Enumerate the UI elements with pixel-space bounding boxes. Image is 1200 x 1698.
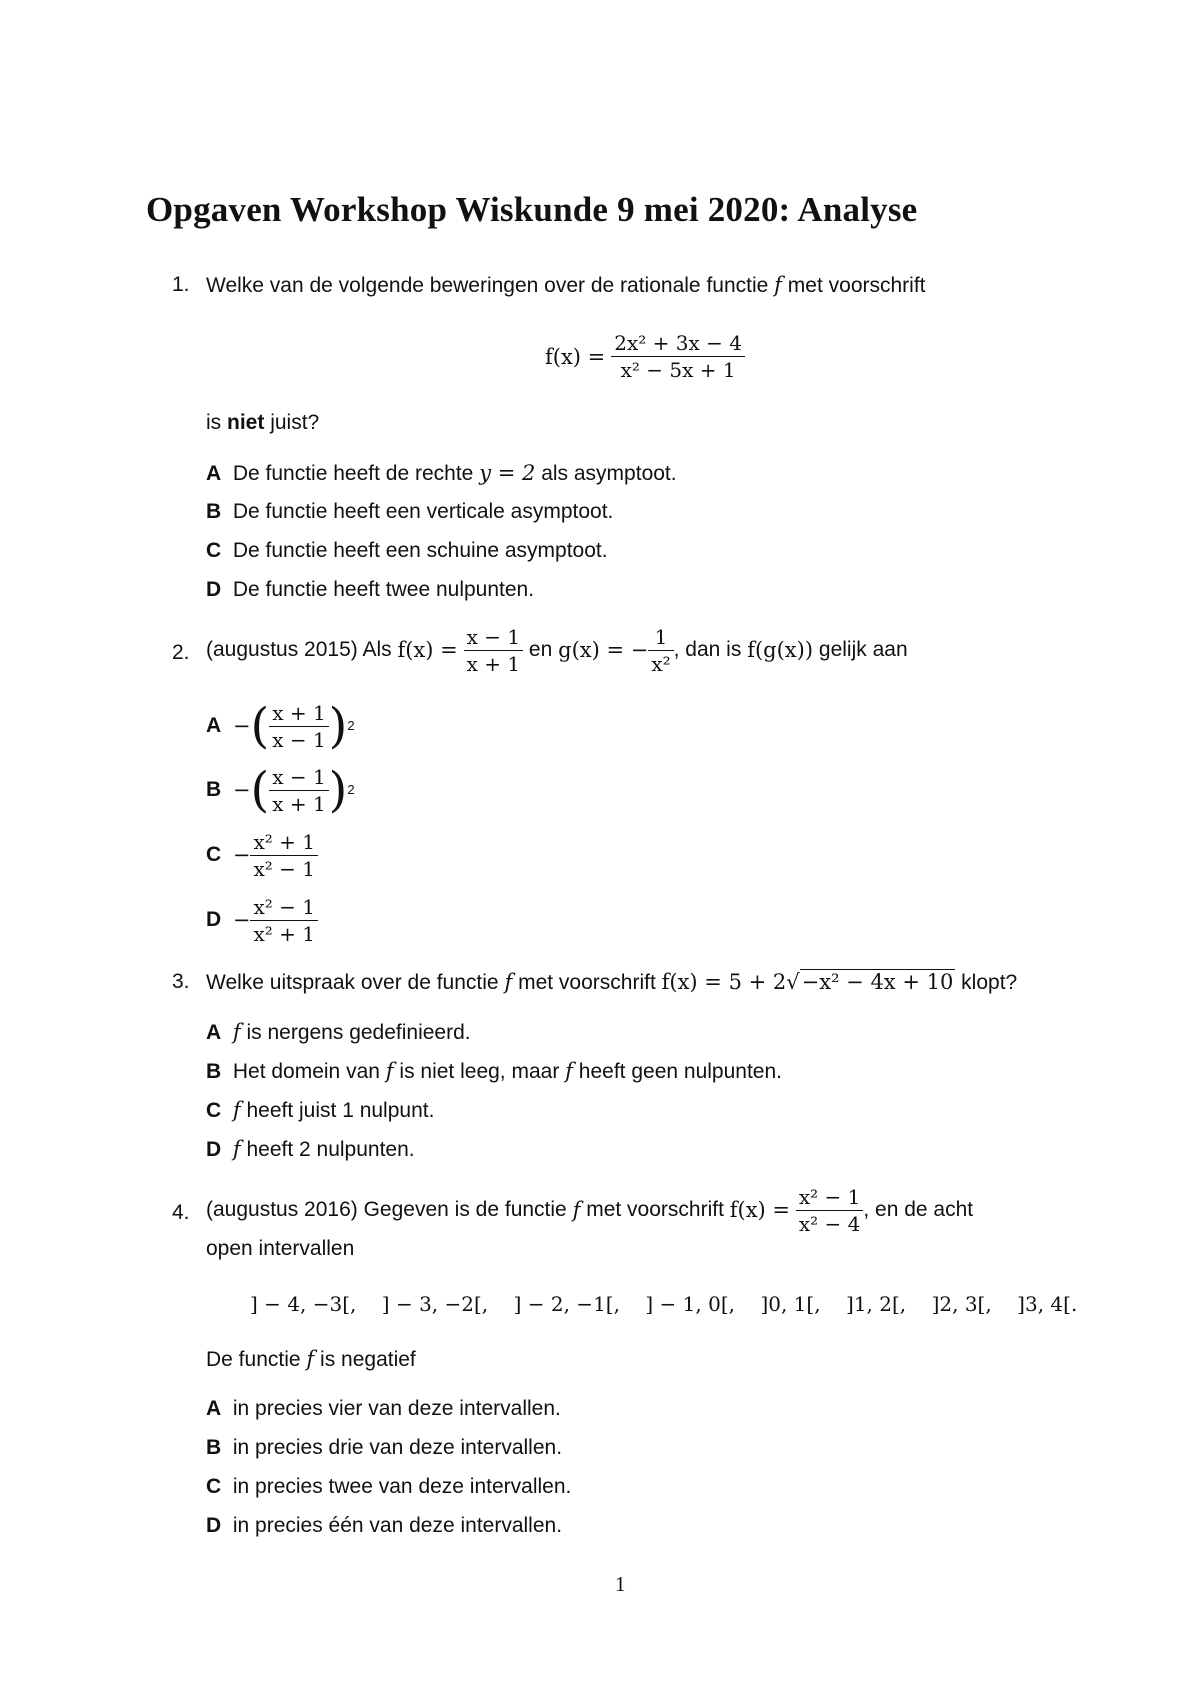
q1-formula-lhs: f(x) =: [545, 344, 606, 369]
q2-number: 2.: [172, 641, 190, 664]
q1-formula: [545, 330, 745, 383]
q3-number: 3.: [172, 970, 190, 993]
q1-number: 1.: [172, 273, 190, 296]
page-number: 1: [615, 1572, 626, 1596]
q3-option-c: C f heeft juist 1 nulpunt.: [206, 1098, 435, 1122]
q4-stem: (augustus 2016) Gegeven is de functie f met voorschrift f(x) = $\frac{\text{x² − 1}}{\text{x² − 4}}$ , en de acht: [206, 1184, 974, 1236]
q3-stem: Welke uitspraak over de functie f met voorschrift f(x) = 5 + 2√−x² − 4x + 10 klopt?: [206, 970, 1018, 994]
q2-stem: (augustus 2015) Als f(x) = $\frac{x - 1}{x + 1}$ en g(x) = − $\frac{1}{\text{x²}}$ , dan is f(g(x)) gelijk aan: [206, 624, 908, 676]
q3-option-d: D f heeft 2 nulpunten.: [206, 1137, 415, 1161]
q3-option-b: B Het domein van f is niet leeg, maar f heeft geen nulpunten.: [206, 1059, 782, 1083]
q2-option-a: A − ( $\frac{x + 1}{x - 1}$ ) 2: [206, 698, 355, 754]
interval: ]1, 2[,: [846, 1292, 907, 1316]
q3-option-a: A f is nergens gedefinieerd.: [206, 1020, 471, 1044]
q1-numerator: 2x² + 3x − 4: [611, 330, 745, 357]
q1-option-c: C De functie heeft een schuine asymptoot.: [206, 539, 608, 562]
q4-number: 4.: [172, 1201, 190, 1224]
q4-statement: De functie f is negatief: [206, 1347, 416, 1371]
interval: ] − 3, −2[,: [381, 1292, 489, 1316]
interval: ] − 4, −3[,: [250, 1292, 357, 1316]
q1-denominator: x² − 5x + 1: [620, 358, 736, 382]
q1-option-d: D De functie heeft twee nulpunten.: [206, 578, 535, 601]
q4-option-d: D in precies één van deze intervallen.: [206, 1514, 563, 1537]
interval: ] − 2, −1[,: [513, 1292, 620, 1316]
q1-option-a: A De functie heeft de rechte y = 2 als asymptoot.: [206, 461, 677, 485]
q2-option-b: B − ( $\frac{x - 1}{x + 1}$ ) 2: [206, 762, 355, 818]
q2-option-d: D − $\frac{\text{x² − 1}}{\text{x² + 1}}$: [206, 890, 318, 950]
q1-question-end: is niet juist?: [206, 411, 320, 434]
q4-option-c: C in precies twee van deze intervallen.: [206, 1475, 572, 1498]
q4-option-a: A in precies vier van deze intervallen.: [206, 1397, 561, 1420]
q1-option-b: B De functie heeft een verticale asymptoot.: [206, 500, 614, 523]
page-title: Opgaven Workshop Wiskunde 9 mei 2020: Analyse: [146, 190, 918, 229]
q2-option-c: C − $\frac{\text{x² + 1}}{\text{x² − 1}}$: [206, 825, 318, 885]
q4-intervals: [250, 1291, 1077, 1317]
interval: ] − 1, 0[,: [645, 1292, 735, 1316]
interval: ]0, 1[,: [760, 1292, 821, 1316]
interval: ]2, 3[,: [931, 1292, 992, 1316]
q4-option-b: B in precies drie van deze intervallen.: [206, 1436, 563, 1459]
interval: ]3, 4[.: [1017, 1292, 1078, 1316]
q1-fraction: [611, 330, 745, 383]
q3-root: −x² − 4x + 10: [801, 970, 954, 994]
q4-stem-continued: open intervallen: [206, 1237, 355, 1260]
q1-stem: Welke van de volgende beweringen over de rationale functie f met voorschrift: [206, 273, 926, 297]
